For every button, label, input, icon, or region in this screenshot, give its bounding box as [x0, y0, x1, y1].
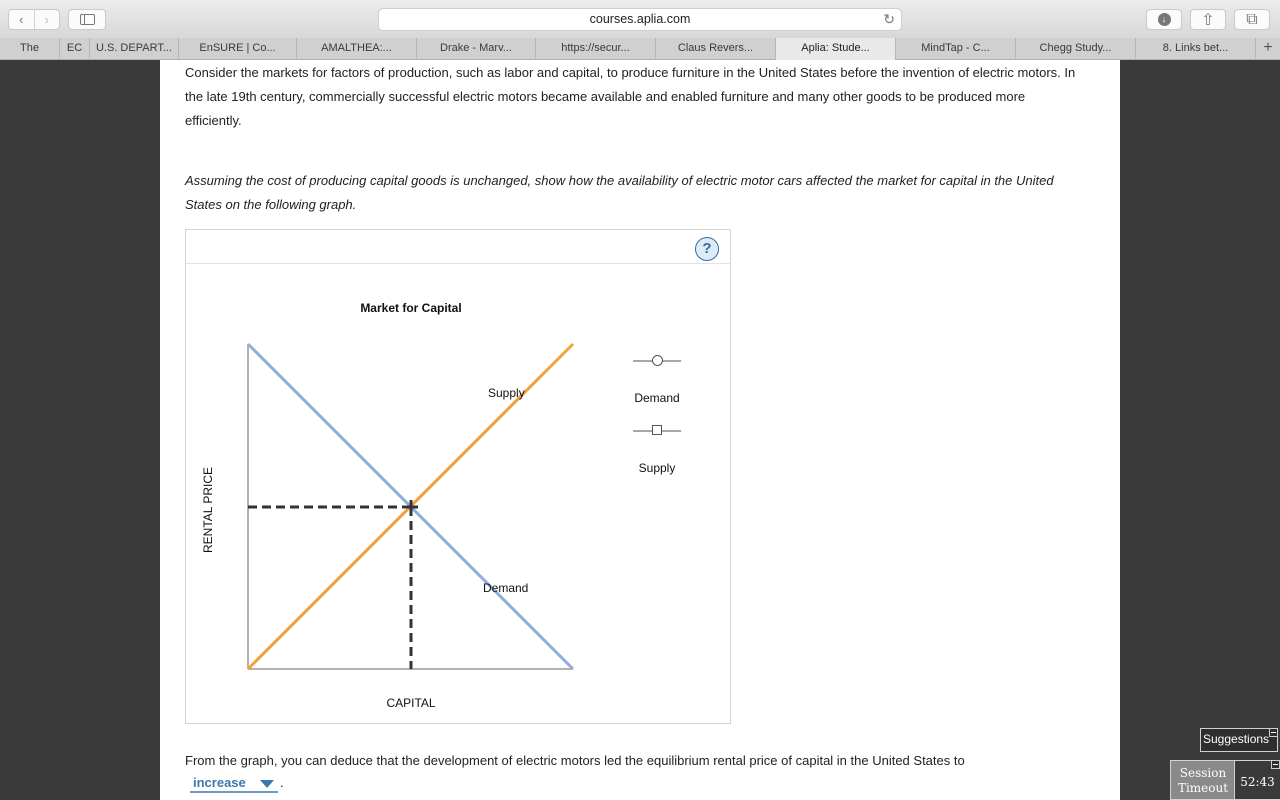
- history-nav: [8, 9, 60, 30]
- suggestions-button[interactable]: [1200, 728, 1278, 752]
- tab-label: 8. Links bet...: [1162, 42, 1229, 54]
- back-icon[interactable]: ‹: [19, 12, 24, 27]
- minimize-icon[interactable]: [1271, 760, 1280, 769]
- supply-tool-icon: [633, 425, 681, 437]
- question-instruction: Assuming the cost of producing capital goods is unchanged, show how the availability of electric motor cars affected the market for capital in the United States on the following graph.: [185, 173, 1054, 212]
- tab-10[interactable]: [1016, 38, 1136, 60]
- question-intro: Consider the markets for factors of production, such as labor and capital, to produce furniture in the United States before the invention of electric motors. In the late 19th century, commercially successful electric motors became available and enabled furniture and many other goods to be produced more efficiently.: [185, 65, 1076, 128]
- answer-selected-value: increase: [193, 775, 246, 790]
- tab-11[interactable]: [1136, 38, 1256, 60]
- tabs-overview-button[interactable]: [1234, 9, 1270, 30]
- tab-2[interactable]: [90, 38, 179, 60]
- sentence-period: .: [280, 775, 284, 790]
- tab-3[interactable]: [179, 38, 297, 60]
- forward-icon[interactable]: ›: [34, 10, 60, 29]
- tab-5[interactable]: [417, 38, 536, 60]
- tab-label: https://secur...: [561, 42, 630, 54]
- chevron-down-icon: [260, 780, 274, 788]
- answer-dropdown[interactable]: [190, 773, 278, 793]
- demand-curve-label: Demand: [483, 581, 529, 595]
- session-timeout-label: Session Timeout: [1177, 766, 1229, 795]
- session-timeout-widget: [1170, 760, 1280, 800]
- followup-question: From the graph, you can deduce that the development of electric motors led the equilibrium rental price of capital in the United States to: [185, 753, 965, 768]
- download-icon: ↓: [1158, 13, 1171, 26]
- tab-6[interactable]: [536, 38, 656, 60]
- supply-curve-label: Supply: [488, 386, 525, 400]
- demand-tool-icon: [633, 355, 681, 367]
- tab-label: Claus Revers...: [677, 42, 754, 54]
- supply-tool-label: Supply: [638, 461, 676, 475]
- tab-label: U.S. DEPART...: [95, 42, 172, 54]
- sidebar-button[interactable]: [68, 9, 106, 30]
- session-timeout-timer: 52:43: [1234, 761, 1280, 799]
- tab-label: EC: [66, 42, 83, 54]
- tab-label: The: [20, 42, 39, 54]
- tab-bar: [0, 38, 1280, 60]
- download-button[interactable]: [1146, 9, 1182, 30]
- supply-tool[interactable]: [627, 425, 687, 475]
- url-text: courses.aplia.com: [589, 12, 691, 26]
- tab-label: Aplia: Stude...: [801, 42, 870, 54]
- tab-label: EnSURE | Co...: [199, 42, 276, 54]
- reload-icon[interactable]: ↻: [883, 11, 895, 27]
- question-page: [160, 60, 1120, 800]
- tab-4[interactable]: [297, 38, 417, 60]
- x-axis-label: CAPITAL: [386, 696, 436, 710]
- tab-8-active[interactable]: [776, 38, 896, 60]
- chart-title: Market for Capital: [360, 301, 462, 315]
- tab-label: Chegg Study...: [1039, 42, 1112, 54]
- demand-tool[interactable]: [627, 355, 687, 405]
- tab-label: AMALTHEA:...: [321, 42, 392, 54]
- tab-9[interactable]: [896, 38, 1016, 60]
- suggestions-label: Suggestions: [1203, 732, 1270, 746]
- tab-label: Drake - Marv...: [440, 42, 512, 54]
- tab-7[interactable]: [656, 38, 776, 60]
- y-axis-label: RENTAL PRICE: [201, 467, 215, 554]
- share-button[interactable]: [1190, 9, 1226, 30]
- help-icon[interactable]: ?: [695, 237, 719, 261]
- graph-panel: [185, 229, 731, 724]
- new-tab-button[interactable]: +: [1263, 39, 1273, 56]
- share-icon: ⇧: [1201, 11, 1215, 29]
- market-graph[interactable]: [186, 230, 732, 725]
- tab-label: MindTap - C...: [921, 42, 990, 54]
- demand-tool-label: Demand: [634, 391, 680, 405]
- address-bar[interactable]: [378, 8, 902, 31]
- browser-toolbar: [0, 0, 1280, 38]
- tabs-overview-icon: ⧉: [1246, 10, 1258, 28]
- sidebar-icon: [80, 14, 95, 25]
- minimize-icon[interactable]: [1269, 728, 1278, 737]
- tab-0[interactable]: [0, 38, 60, 60]
- tab-1[interactable]: [60, 38, 90, 60]
